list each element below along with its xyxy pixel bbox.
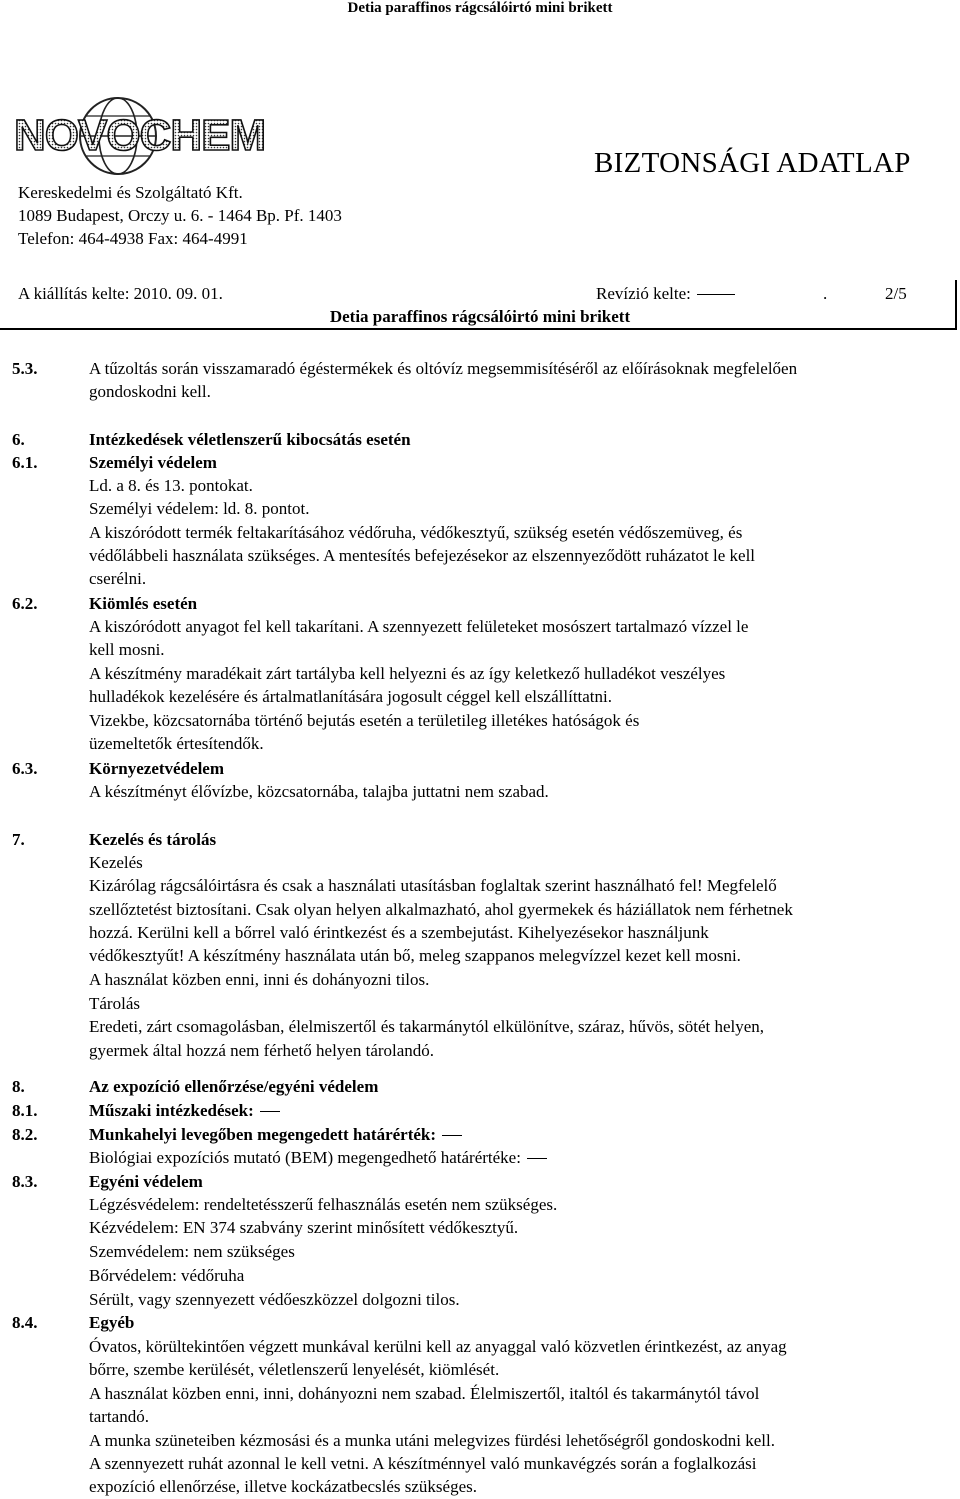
section-heading [89, 1123, 462, 1146]
section-heading: Egyéni védelem [89, 1172, 203, 1191]
paragraph-line: Óvatos, körültekintően végzett munkával kerülni kell az anyaggal való közvetlen érintkezést, az anyag [89, 1337, 787, 1356]
section-number: 8.2. [12, 1125, 38, 1144]
paragraph-line: Ld. a 8. és 13. pontokat. [89, 476, 253, 495]
paragraph-line: A készítmény maradékait zárt tartályba kell helyezni és az így keletkező hulladékot veszélyes [89, 664, 726, 683]
document-title: BIZTONSÁGI ADATLAP [594, 147, 911, 179]
revision-dash [697, 294, 735, 295]
section-number: 8. [12, 1077, 25, 1096]
paragraph-line: Bőrvédelem: védőruha [89, 1266, 245, 1285]
paragraph-line: védőkesztyűt! A készítmény használata után bő, meleg szappanos melegvízzel kezet kell mosni. [89, 946, 741, 965]
paragraph-line [89, 1146, 547, 1169]
section-number: 6.2. [12, 594, 38, 613]
dash-mark [442, 1135, 462, 1136]
revision-label-text: Revízió kelte: [596, 284, 691, 303]
revision-label [596, 284, 735, 304]
line-text: Biológiai expozíciós mutató (BEM) megengedhető határértéke: [89, 1148, 521, 1167]
paragraph-line: Kezelés [89, 853, 143, 872]
revision-value: . [823, 284, 828, 303]
paragraph-line: gondoskodni kell. [89, 382, 211, 401]
dash-mark [260, 1111, 280, 1112]
paragraph-line: védőlábbeli használata szükséges. A mentesítés befejezésekor az elszennyeződött ruházatot le kell [89, 546, 756, 565]
paragraph-line: szellőztetést biztosítani. Csak olyan helyen alkalmazható, ahol gyermekek és háziállatok nem férhetnek [89, 900, 793, 919]
section-number: 6.1. [12, 453, 38, 472]
paragraph-line: Tárolás [89, 994, 140, 1013]
svg-text:NOVOCHEM: NOVOCHEM [14, 111, 266, 160]
section-number: 6.3. [12, 759, 38, 778]
paragraph-line: Szemvédelem: nem szükséges [89, 1242, 295, 1261]
paragraph-line: cserélni. [89, 569, 147, 588]
paragraph-line: üzemeltetők értesítendők. [89, 734, 264, 753]
section-heading [89, 1099, 280, 1122]
page-number: 2/5 [885, 284, 907, 303]
company-address: 1089 Budapest, Orczy u. 6. - 1464 Bp. Pf. 1403 [18, 206, 342, 225]
heading-text: Munkahelyi levegőben megengedett határérték: [89, 1125, 437, 1144]
product-name: Detia paraffinos rágcsálóirtó mini brikett [329, 307, 631, 326]
paragraph-line: hozzá. Kerülni kell a bőrrel való érintkezést és a szembejutást. Kihelyezésekor használjunk [89, 923, 709, 942]
company-phone: Telefon: 464-4938 Fax: 464-4991 [18, 229, 248, 248]
paragraph-line: Vizekbe, közcsatornába történő bejutás esetén a területileg illetékes hatóságok és [89, 711, 640, 730]
paragraph-line: tartandó. [89, 1407, 149, 1426]
paragraph-line: Kizárólag rágcsálóirtásra és csak a használati utasításban foglaltak szerint használható fel! Megfelelő [89, 876, 777, 895]
section-number: 8.3. [12, 1172, 38, 1191]
section-heading: Egyéb [89, 1313, 135, 1332]
paragraph-line: Sérült, vagy szennyezett védőeszközzel dolgozni tilos. [89, 1290, 460, 1309]
section-heading: Kezelés és tárolás [89, 830, 217, 849]
section-heading: Kiömlés esetén [89, 594, 198, 613]
paragraph-line: A használat közben enni, inni és dohányozni tilos. [89, 970, 430, 989]
paragraph-line: expozíció ellenőrzése, illetve kockázatbecslés szükséges. [89, 1477, 477, 1496]
section-number: 7. [12, 830, 25, 849]
paragraph-line: kell mosni. [89, 640, 165, 659]
dash-mark [527, 1158, 547, 1159]
paragraph-line: gyermek által hozzá nem férhető helyen tárolandó. [89, 1041, 435, 1060]
section-heading: Az expozíció ellenőrzése/egyéni védelem [89, 1077, 379, 1096]
section-heading: Intézkedések véletlenszerű kibocsátás esetén [89, 430, 411, 449]
paragraph-line: A készítményt élővízbe, közcsatornába, talajba juttatni nem szabad. [89, 782, 549, 801]
paragraph-line: Eredeti, zárt csomagolásban, élelmiszertől és takarmánytól elkülönítve, száraz, hűvös, sötét helyen, [89, 1017, 765, 1036]
paragraph-line: Légzésvédelem: rendeltetésszerű felhasználás esetén nem szükséges. [89, 1195, 558, 1214]
paragraph-line: bőrre, szembe kerülését, véletlenszerű lenyelését, kiömlését. [89, 1360, 500, 1379]
paragraph-line: A kiszóródott anyagot fel kell takarítani. A szennyezett felületeket mosószert tartalmazó vízzel le [89, 617, 749, 636]
issue-date: A kiállítás kelte: 2010. 09. 01. [18, 284, 223, 303]
paragraph-line: Személyi védelem: ld. 8. pontot. [89, 499, 310, 518]
section-number: 6. [12, 430, 25, 449]
paragraph-line: A szennyezett ruhát azonnal le kell vetni. A készítménnyel való munkavégzés során a foglalkozási [89, 1454, 757, 1473]
novochem-logo [12, 92, 266, 178]
section-number: 8.1. [12, 1101, 38, 1120]
section-heading: Személyi védelem [89, 453, 217, 472]
section-number: 5.3. [12, 359, 38, 378]
section-number: 8.4. [12, 1313, 38, 1332]
heading-text: Műszaki intézkedések: [89, 1101, 254, 1120]
paragraph-line: A kiszóródott termék feltakarításához védőruha, védőkesztyű, szükség esetén védőszemüveg, és [89, 523, 743, 542]
section-heading: Környezetvédelem [89, 759, 224, 778]
running-title: Detia paraffinos rágcsálóirtó mini brikett [347, 0, 613, 16]
paragraph-line: A munka szüneteiben kézmosási és a munka utáni melegvizes fürdési lehetőségről gondoskodni kell. [89, 1431, 775, 1450]
paragraph-line: A használat közben enni, inni, dohányozni nem szabad. Élelmiszertől, italtól és takarmánytól távol [89, 1384, 760, 1403]
paragraph-line: Kézvédelem: EN 374 szabvány szerint minősített védőkesztyű. [89, 1218, 519, 1237]
paragraph-line: A tűzoltás során visszamaradó égéstermékek és oltóvíz megsemmisítéséről az előírásoknak megfelelően [89, 359, 798, 378]
company-name: Kereskedelmi és Szolgáltató Kft. [18, 183, 243, 202]
paragraph-line: hulladékok kezelésére és ártalmatlanítására jogosult céggel kell elszállíttatni. [89, 687, 613, 706]
